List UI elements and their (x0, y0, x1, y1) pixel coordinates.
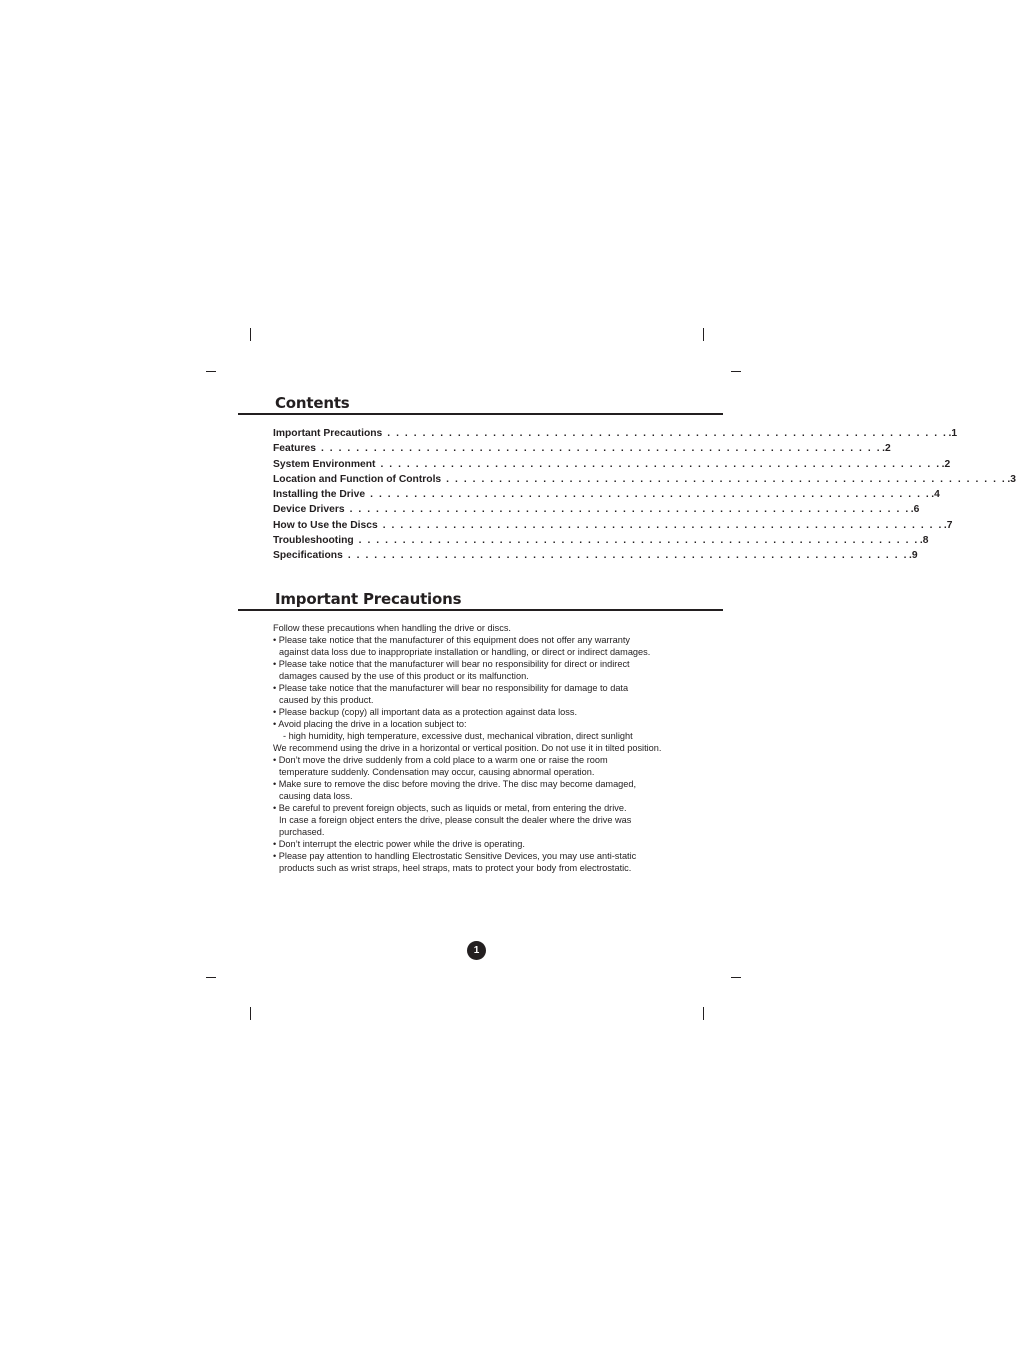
toc-leader-dots: . . . . . . . . . . . . . . . . . . . . . . . . . . . . . . . . . . . . . . . . . . . . . . . . . . . . . . . . . . . . . . . . (349, 504, 910, 516)
precaution-line: • Please take notice that the manufacturer will bear no responsibility for damage to data (273, 683, 629, 693)
toc-leader-dots: . . . . . . . . . . . . . . . . . . . . . . . . . . . . . . . . . . . . . . . . . . . . . . . . . . . . . . . . . . . . . . . . (387, 428, 948, 439)
precaution-item (273, 706, 693, 718)
contents-divider (238, 413, 723, 415)
toc-leader-dots: . . . . . . . . . . . . . . . . . . . . . . . . . . . . . . . . . . . . . . . . . . . . . . . . . . . . . . . . . . . . . . . . (320, 443, 882, 455)
toc-leader-dots: . . . . . . . . . . . . . . . . . . . . . . . . . . . . . . . . . . . . . . . . . . . . . . . . . . . . . . . . . . . . . . . . (370, 489, 931, 500)
precaution-line: • Please take notice that the manufacturer will bear no responsibility for direct or indirect (273, 659, 630, 669)
toc-entry[interactable] (273, 518, 953, 533)
toc-entry-label: Location and Function of Controls (273, 473, 442, 485)
toc-entry-page: .4 (931, 489, 940, 500)
crop-mark (703, 1007, 704, 1020)
toc-entry-label: How to Use the Discs (273, 519, 378, 531)
precaution-item (273, 634, 693, 658)
crop-mark (703, 328, 704, 341)
precautions-body (273, 622, 693, 874)
precaution-line: • Don’t move the drive suddenly from a cold place to a warm one or raise the room (273, 755, 608, 765)
toc-entry-label: Important Precautions (273, 428, 383, 439)
precaution-sub-item: - high humidity, high temperature, excessive dust, mechanical vibration, direct sunlight (283, 731, 633, 741)
precaution-line: temperature suddenly. Condensation may occur, causing abnormal operation. (279, 767, 595, 777)
crop-mark (731, 371, 741, 372)
precaution-item (273, 682, 693, 706)
crop-mark (731, 977, 741, 978)
precaution-line: damages caused by the use of this product or its malfunction. (279, 671, 529, 681)
precaution-item (273, 838, 693, 850)
toc-entry-label: Specifications (273, 550, 343, 561)
toc-leader-dots: . . . . . . . . . . . . . . . . . . . . . . . . . . . . . . . . . . . . . . . . . . . . . . . . . . . . . . . . . . . . . . . . (347, 550, 908, 561)
toc-leader-dots: . . . . . . . . . . . . . . . . . . . . . . . . . . . . . . . . . . . . . . . . . . . . . . . . . . . . . . . . . . . . . . . . (446, 473, 1007, 485)
precaution-line: • Please pay attention to handling Electrostatic Sensitive Devices, you may use anti-static (273, 851, 637, 861)
toc-entry-label: Features (273, 443, 316, 455)
precaution-line: • Don’t interrupt the electric power while the drive is operating. (273, 839, 525, 849)
precaution-item (273, 754, 693, 778)
precaution-item (273, 850, 693, 874)
toc-entry-page: .2 (941, 458, 951, 470)
crop-mark (250, 1007, 251, 1020)
toc-entry-page: .9 (908, 550, 918, 561)
toc-entry-page: .7 (943, 519, 953, 531)
precautions-divider (238, 609, 723, 611)
precaution-line: caused by this product. (279, 695, 374, 705)
precaution-line: causing data loss. (279, 791, 353, 801)
toc-entry[interactable] (273, 426, 958, 441)
precautions-heading: Important Precautions (275, 590, 462, 608)
toc-entry-page: .3 (1007, 473, 1016, 485)
toc-entry-label: Device Drivers (273, 504, 345, 516)
precautions-intro: Follow these precautions when handling the drive or discs. (273, 623, 511, 633)
precaution-item (273, 658, 693, 682)
precaution-item (273, 802, 693, 838)
precautions-recommendation: We recommend using the drive in a horizontal or vertical position. Do not use it in tilted position. (273, 743, 662, 753)
toc-entry[interactable] (273, 502, 920, 517)
precaution-line: purchased. (279, 827, 325, 837)
precaution-item (273, 778, 693, 802)
precaution-line: • Please take notice that the manufacturer of this equipment does not offer any warranty (273, 635, 630, 645)
toc-leader-dots: . . . . . . . . . . . . . . . . . . . . . . . . . . . . . . . . . . . . . . . . . . . . . . . . . . . . . . . . . . . . . . . . (380, 458, 941, 470)
toc-entry[interactable] (273, 441, 891, 456)
toc-entry-label: Installing the Drive (273, 489, 366, 500)
crop-mark (206, 371, 216, 372)
toc-entry[interactable] (273, 457, 951, 472)
precaution-line: • Make sure to remove the disc before moving the drive. The disc may become damaged, (273, 779, 637, 789)
table-of-contents (273, 426, 1016, 563)
toc-entry[interactable] (273, 487, 940, 502)
precaution-line: • Be careful to prevent foreign objects, such as liquids or metal, from entering the drive. (273, 803, 627, 813)
precaution-line: In case a foreign object enters the drive, please consult the dealer where the drive was (279, 815, 632, 825)
toc-leader-dots: . . . . . . . . . . . . . . . . . . . . . . . . . . . . . . . . . . . . . . . . . . . . . . . . . . . . . . . . . . . . . . . . (358, 534, 919, 546)
toc-entry-label: Troubleshooting (273, 534, 354, 546)
toc-entry-page: .1 (948, 428, 958, 439)
toc-entry-page: .8 (919, 534, 929, 546)
contents-heading: Contents (275, 394, 350, 412)
precaution-item (273, 718, 693, 730)
toc-entry[interactable] (273, 548, 918, 563)
toc-entry-page: .6 (910, 504, 920, 516)
crop-mark (250, 328, 251, 341)
toc-entry[interactable] (273, 472, 1016, 487)
precaution-line: • Please backup (copy) all important data as a protection against data loss. (273, 707, 578, 717)
crop-mark (206, 977, 216, 978)
toc-entry-label: System Environment (273, 458, 376, 470)
toc-entry[interactable] (273, 533, 929, 548)
precaution-line: against data loss due to inappropriate installation or handling, or direct or indirect damages. (279, 647, 651, 657)
precaution-line: • Avoid placing the drive in a location subject to: (273, 719, 467, 729)
page-number-badge: 1 (467, 941, 486, 960)
precaution-line: products such as wrist straps, heel straps, mats to protect your body from electrostatic. (279, 863, 632, 873)
toc-leader-dots: . . . . . . . . . . . . . . . . . . . . . . . . . . . . . . . . . . . . . . . . . . . . . . . . . . . . . . . . . . . . . . . . (382, 519, 943, 531)
toc-entry-page: .2 (882, 443, 891, 455)
